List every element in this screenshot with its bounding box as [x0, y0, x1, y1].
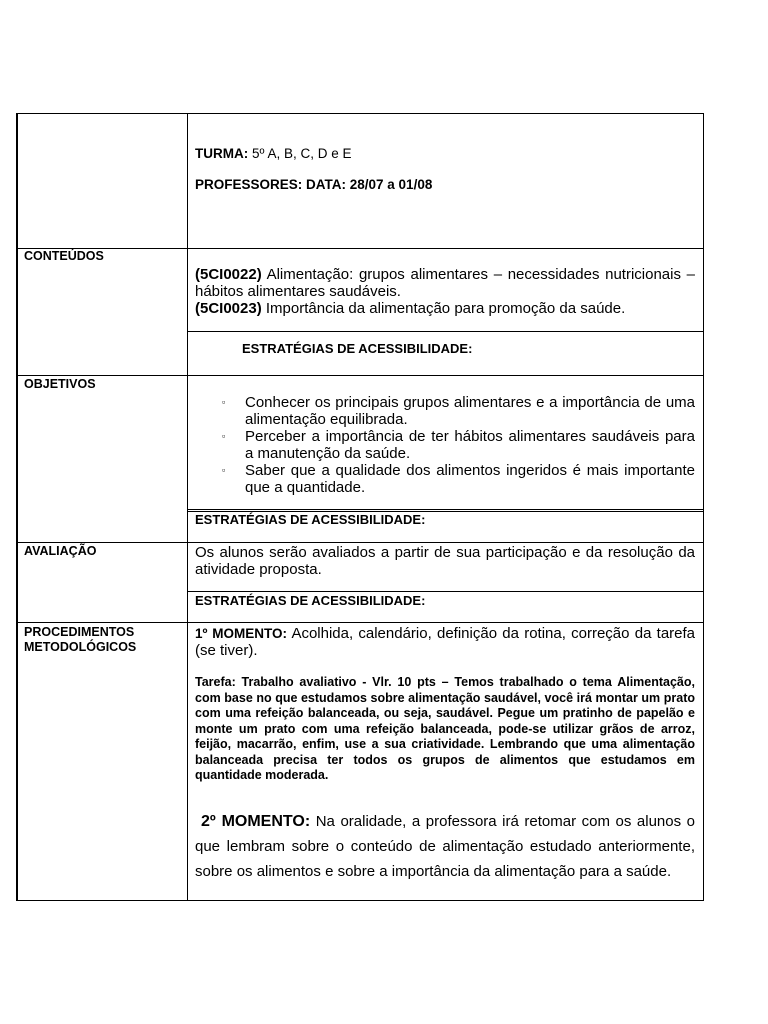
avaliacao-text: Os alunos serão avaliados a partir de sua participação e da resolução da atividade proposta. [195, 544, 695, 578]
momento-2-text: Na oralidade, a professora irá retomar com os alunos o que lembram sobre o conteúdo de alimentação estudado anteriormente, sobre os alimentos e sobre a importância da alimentação para a saúde. [195, 813, 695, 880]
objetivo-text: Perceber a importância de ter hábitos alimentares saudáveis para a manutenção da saúde. [245, 428, 695, 462]
row-divider-conteudos [18, 248, 703, 249]
momento-1 [195, 625, 695, 659]
conteudos-text-1: Alimentação: grupos alimentares – necessidades nutricionais – hábitos alimentares saudáveis. [195, 266, 696, 300]
procedimentos-label-line-2: METODOLÓGICOS [24, 640, 137, 654]
objetivos-label: OBJETIVOS [24, 377, 96, 391]
bullet-icon: ▫ [222, 397, 226, 407]
objetivos-list-container [195, 394, 695, 496]
conteudos-item-1 [195, 266, 695, 300]
conteudos-item-2 [195, 300, 695, 317]
momento-1-text: Acolhida, calendário, definição da rotina, correção da tarefa (se tiver). [195, 625, 696, 659]
tarefa-text: Tarefa: Trabalho avaliativo - Vlr. 10 pts – Temos trabalhado o tema Alimentação, com base no que estudamos sobre alimentação saudável, você irá montar um prato com uma refeição balanceada, ou seja, saudável. Pegue um pratinho de papelão e monte um prato com uma refeição balanceada, pode-se utilizar grãos de arroz, feijão, macarrão, enfim, use a sua criatividade. Lembrando que uma alimentação balanceada precisa ter todos os grupos de alimentos que estudamos em quantidade moderada. [195, 675, 695, 782]
momento-2 [195, 809, 695, 884]
objetivos-list [195, 394, 695, 496]
objetivo-item [195, 394, 695, 428]
procedimentos-label [24, 625, 136, 655]
subrow-divider [187, 591, 703, 592]
bullet-icon: ▫ [222, 431, 226, 441]
row-divider-avaliacao [18, 542, 703, 543]
avaliacao-estrategias: ESTRATÉGIAS DE ACESSIBILIDADE: [195, 593, 426, 608]
momento-1-label: 1º MOMENTO: [195, 626, 288, 641]
conteudos-code-2: (5CI0023) [195, 300, 262, 317]
conteudos-text-2: Importância da alimentação para promoção da saúde. [265, 300, 626, 317]
row-divider-objetivos [18, 375, 703, 376]
objetivo-item [195, 462, 695, 496]
procedimentos-label-line-1: PROCEDIMENTOS [24, 625, 135, 639]
objetivos-estrategias: ESTRATÉGIAS DE ACESSIBILIDADE: [195, 512, 426, 527]
lesson-plan-table [16, 113, 704, 901]
avaliacao-label: AVALIAÇÃO [24, 544, 97, 558]
momento-2-label: 2º MOMENTO: [201, 813, 311, 830]
subrow-divider [187, 509, 703, 510]
conteudos-estrategias: ESTRATÉGIAS DE ACESSIBILIDADE: [242, 341, 473, 356]
objetivo-text: Saber que a qualidade dos alimentos ingeridos é mais importante que a quantidade. [245, 462, 695, 496]
turma-label: TURMA: [195, 146, 249, 161]
turma-line [195, 145, 695, 162]
turma-value: 5º A, B, C, D e E [252, 146, 352, 161]
objetivo-text: Conhecer os principais grupos alimentares e a importância de uma alimentação equilibrada. [245, 394, 695, 428]
subrow-divider [187, 331, 703, 332]
bullet-icon: ▫ [222, 465, 226, 475]
column-divider [187, 114, 188, 900]
objetivo-item [195, 428, 695, 462]
professores-data-line: PROFESSORES: DATA: 28/07 a 01/08 [195, 177, 433, 192]
row-divider-procedimentos [18, 622, 703, 623]
conteudos-label: CONTEÚDOS [24, 249, 104, 263]
conteudos-code-1: (5CI0022) [195, 266, 262, 283]
